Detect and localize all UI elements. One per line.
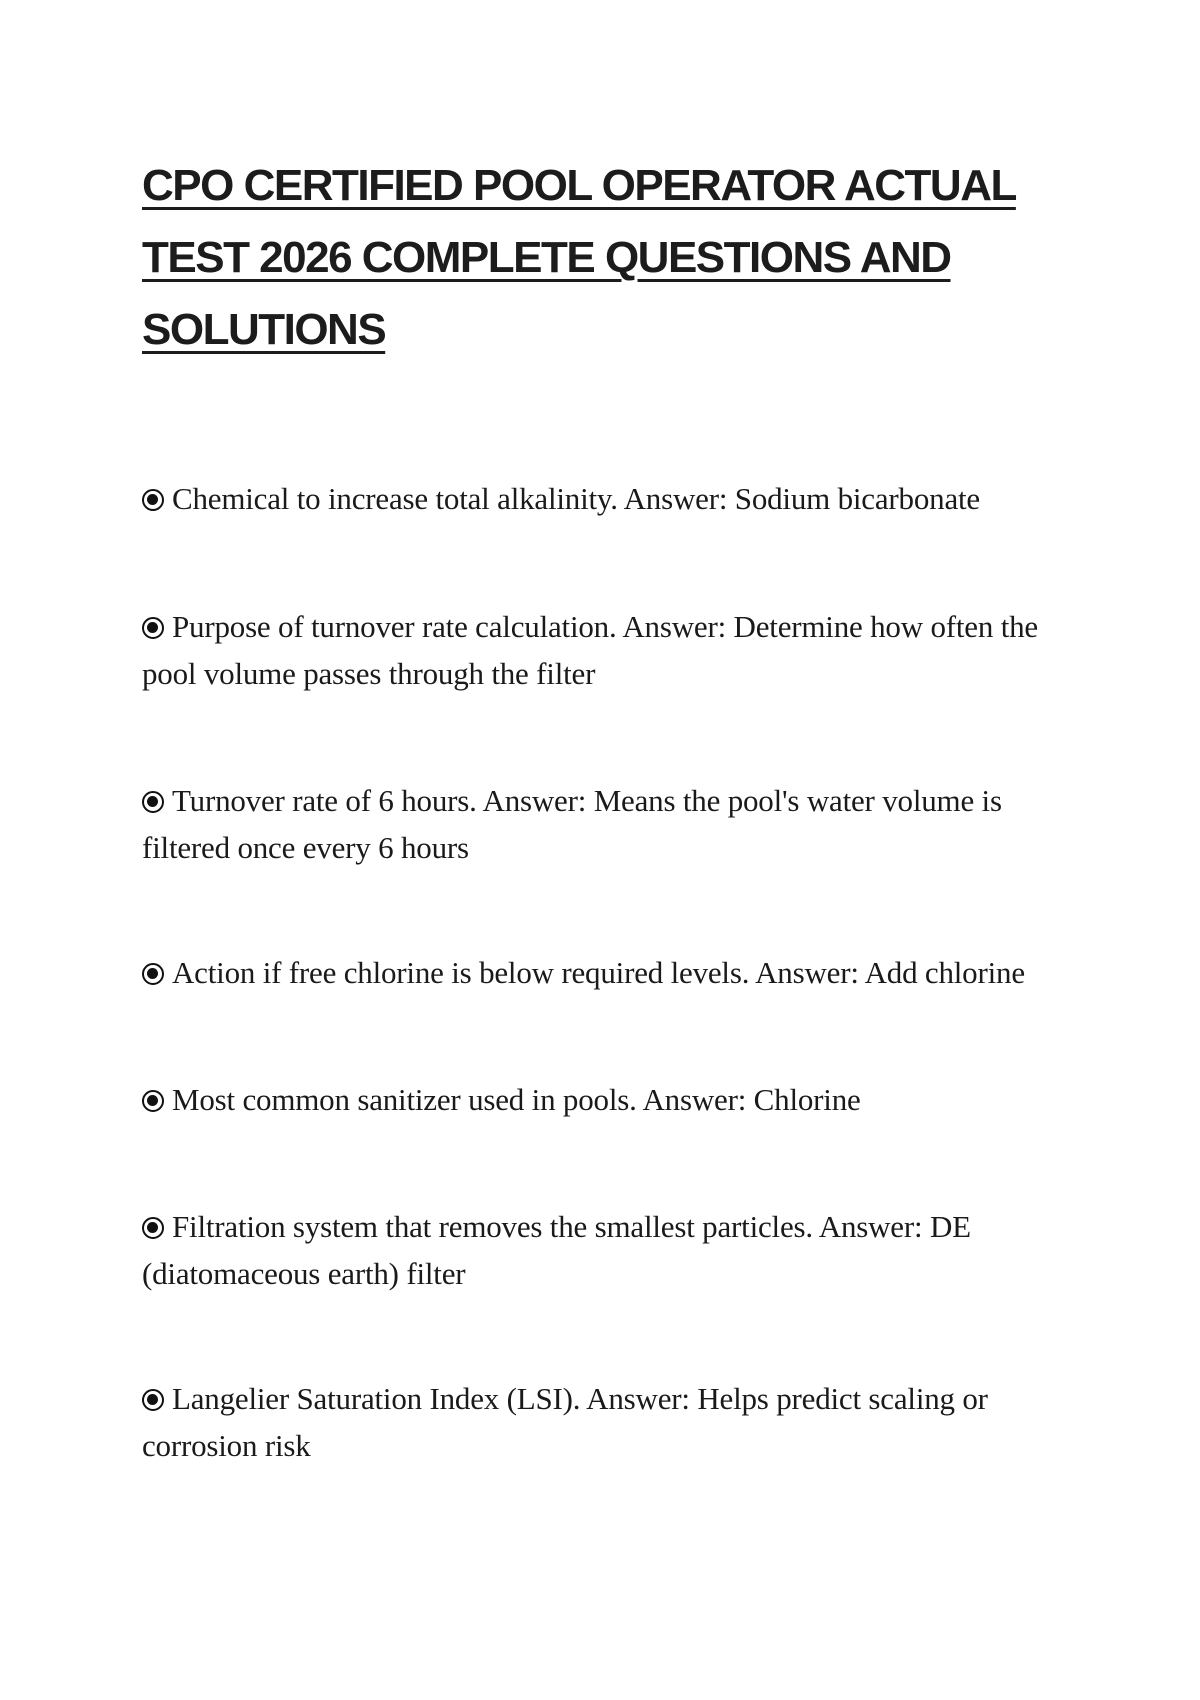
qa-item-text: Langelier Saturation Index (LSI). Answer: Helps predict scaling or corrosion risk	[142, 1381, 988, 1463]
radio-bullet-icon	[142, 791, 164, 813]
qa-item-text: Purpose of turnover rate calculation. Answer: Determine how often the pool volume passes through the filter	[142, 609, 1038, 691]
qa-item	[142, 777, 1082, 871]
qa-item	[142, 949, 1082, 996]
radio-bullet-icon	[142, 963, 164, 985]
qa-item	[142, 1203, 1082, 1297]
radio-bullet-icon	[142, 617, 164, 639]
qa-item-text: Most common sanitizer used in pools. Answer: Chlorine	[172, 1082, 861, 1117]
radio-bullet-icon	[142, 489, 164, 511]
qa-item-text: Turnover rate of 6 hours. Answer: Means the pool's water volume is filtered once every 6 hours	[142, 783, 1002, 865]
qa-item	[142, 475, 1082, 522]
qa-item-text: Filtration system that removes the smallest particles. Answer: DE (diatomaceous earth) filter	[142, 1209, 971, 1291]
qa-item	[142, 1375, 1082, 1469]
qa-item-text: Action if free chlorine is below required levels. Answer: Add chlorine	[172, 955, 1025, 990]
qa-item-text: Chemical to increase total alkalinity. Answer: Sodium bicarbonate	[172, 481, 980, 516]
radio-bullet-icon	[142, 1217, 164, 1239]
document-title: CPO CERTIFIED POOL OPERATOR ACTUAL TEST 2026 COMPLETE QUESTIONS AND SOLUTIONS	[142, 161, 1016, 354]
qa-item	[142, 1076, 1082, 1123]
radio-bullet-icon	[142, 1389, 164, 1411]
qa-item	[142, 603, 1082, 697]
radio-bullet-icon	[142, 1090, 164, 1112]
